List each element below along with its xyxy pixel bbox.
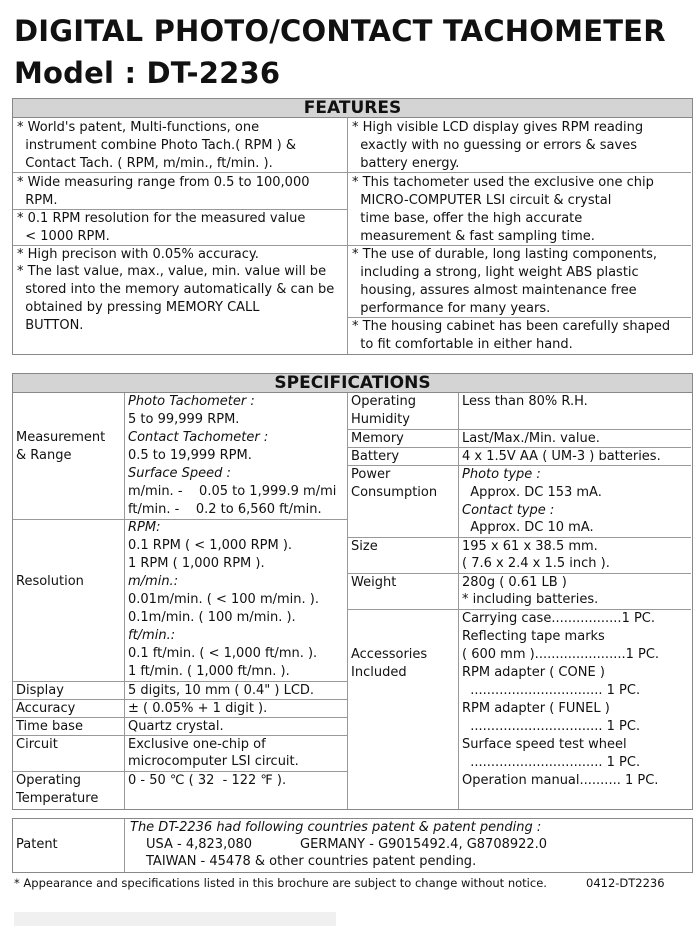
spec-surface-speed: Surface Speed : (128, 466, 231, 481)
spec-res-m: m/min.: (128, 574, 179, 589)
feature-line: instrument combine Photo Tach.( RPM ) & (17, 138, 296, 153)
spec-accessories-label: Accessories (351, 647, 428, 662)
specifications-heading: SPECIFICATIONS (12, 373, 693, 393)
spec-display-label: Display (16, 683, 64, 698)
spec-humidity-label: Operating (351, 394, 416, 409)
feature-line: Contact Tach. ( RPM, m/min., ft/min. ). (17, 156, 273, 171)
feature-line: exactly with no guessing or errors & saves (352, 138, 637, 153)
spec-battery-value: 4 x 1.5V AA ( UM-3 ) batteries. (462, 449, 661, 464)
spec-size-label: Size (351, 539, 378, 554)
spec-memory-value: Last/Max./Min. value. (462, 431, 600, 446)
spec-resolution-label: Resolution (16, 574, 84, 589)
spec-accuracy-label: Accuracy (16, 701, 76, 716)
feature-line: performance for many years. (352, 301, 551, 316)
spec-measurement-label-2: & Range (16, 448, 72, 463)
patent-label: Patent (16, 837, 58, 852)
feature-line: obtained by pressing MEMORY CALL (17, 300, 260, 315)
spec-photo-range: 5 to 99,999 RPM. (128, 412, 240, 427)
accessory-item: RPM adapter ( FUNEL ) (462, 701, 610, 716)
spec-timebase-value: Quartz crystal. (128, 719, 224, 734)
spec-circuit-value-2: microcomputer LSI circuit. (128, 754, 299, 769)
feature-line: to fit comfortable in either hand. (352, 337, 573, 352)
feature-line: battery energy. (352, 156, 460, 171)
spec-res-ft-2: 1 ft/min. ( 1,000 ft/mn. ). (128, 664, 290, 679)
feature-line: * The use of durable, long lasting components, (352, 247, 657, 262)
feature-line: MICRO-COMPUTER LSI circuit & crystal (352, 193, 612, 208)
feature-line: * The housing cabinet has been carefully shaped (352, 319, 671, 334)
feature-line: * The last value, max., value, min. value will be (17, 264, 327, 279)
spec-power-label-2: Consumption (351, 485, 438, 500)
spec-optemp-label-2: Temperature (16, 791, 99, 806)
patent-line1: The DT-2236 had following countries patent & patent pending : (130, 820, 542, 835)
accessory-item: Carrying case.................1 PC. (462, 611, 656, 626)
feature-line: time base, offer the high accurate (352, 211, 583, 226)
feature-line: * World's patent, Multi-functions, one (17, 120, 260, 135)
spec-humidity-value: Less than 80% R.H. (462, 394, 588, 409)
spec-res-rpm-2: 1 RPM ( 1,000 RPM ). (128, 556, 265, 571)
patent-usa: USA - 4,823,080 (146, 837, 253, 852)
features-divider (347, 118, 348, 354)
feature-line: BUTTON. (17, 318, 84, 333)
spec-res-rpm-1: 0.1 RPM ( < 1,000 RPM ). (128, 538, 293, 553)
accessory-item: Reflecting tape marks (462, 629, 605, 644)
footer-note: * Appearance and specifications listed in this brochure are subject to change without notice. (14, 876, 547, 890)
accessory-item: ................................ 1 PC. (462, 683, 641, 698)
spec-contact-tach: Contact Tachometer : (128, 430, 269, 445)
feature-line: stored into the memory automatically & can be (17, 282, 335, 297)
feature-line: housing, assures almost maintenance free (352, 283, 637, 298)
spec-surface-m: m/min. - 0.05 to 1,999.9 m/mi (128, 484, 337, 499)
spec-optemp-value: 0 - 50 ℃ ( 32 - 122 ℉ ). (128, 773, 287, 788)
spec-res-ft: ft/min.: (128, 628, 176, 643)
spec-humidity-label-2: Humidity (351, 412, 410, 427)
spec-photo-type: Photo type : (462, 467, 541, 482)
accessory-item: ................................ 1 PC. (462, 719, 641, 734)
spec-power-label: Power (351, 467, 391, 482)
spec-contact-type: Contact type : (462, 503, 555, 518)
feature-line: * Wide measuring range from 0.5 to 100,000 (17, 175, 310, 190)
accessory-item: Surface speed test wheel (462, 737, 627, 752)
spec-circuit-value: Exclusive one-chip of (128, 737, 266, 752)
spec-contact-power: Approx. DC 10 mA. (462, 520, 594, 535)
feature-line: including a strong, light weight ABS plastic (352, 265, 639, 280)
spec-weight-value: 280g ( 0.61 LB ) (462, 575, 567, 590)
patent-taiwan: TAIWAN - 45478 & other countries patent pending. (146, 854, 477, 869)
feature-line: * High visible LCD display gives RPM reading (352, 120, 644, 135)
spec-accuracy-value: ± ( 0.05% + 1 digit ). (128, 701, 268, 716)
spec-circuit-label: Circuit (16, 737, 58, 752)
feature-line: measurement & fast sampling time. (352, 229, 595, 244)
accessory-item: RPM adapter ( CONE ) (462, 665, 605, 680)
feature-line: RPM. (17, 193, 58, 208)
spec-memory-label: Memory (351, 431, 404, 446)
model-title: Model : DT-2236 (14, 56, 281, 90)
spec-surface-ft: ft/min. - 0.2 to 6,560 ft/min. (128, 502, 322, 517)
patent-germany: GERMANY - G9015492.4, G8708922.0 (300, 837, 548, 852)
spec-accessories-label-2: Included (351, 665, 407, 680)
spec-battery-label: Battery (351, 449, 400, 464)
spec-photo-power: Approx. DC 153 mA. (462, 485, 602, 500)
accessory-item: Operation manual.......... 1 PC. (462, 773, 659, 788)
bottom-shade (14, 912, 336, 926)
accessory-item: ................................ 1 PC. (462, 755, 641, 770)
feature-line: * 0.1 RPM resolution for the measured value (17, 211, 306, 226)
footer-code: 0412-DT2236 (586, 876, 665, 890)
accessory-item: ( 600 mm )......................1 PC. (462, 647, 660, 662)
spec-res-m-2: 0.1m/min. ( 100 m/min. ). (128, 610, 296, 625)
features-heading: FEATURES (12, 98, 693, 118)
spec-display-value: 5 digits, 10 mm ( 0.4" ) LCD. (128, 683, 315, 698)
feature-line: * This tachometer used the exclusive one chip (352, 175, 654, 190)
spec-size-value-2: ( 7.6 x 2.4 x 1.5 inch ). (462, 556, 610, 571)
spec-timebase-label: Time base (16, 719, 83, 734)
feature-line: * High precison with 0.05% accuracy. (17, 247, 259, 262)
document-title: DIGITAL PHOTO/CONTACT TACHOMETER (14, 14, 666, 48)
spec-res-ft-1: 0.1 ft/min. ( < 1,000 ft/mn. ). (128, 646, 318, 661)
spec-size-value: 195 x 61 x 38.5 mm. (462, 539, 598, 554)
spec-photo-tach: Photo Tachometer : (128, 394, 255, 409)
spec-weight-value-2: * including batteries. (462, 592, 599, 607)
spec-weight-label: Weight (351, 575, 397, 590)
spec-res-m-1: 0.01m/min. ( < 100 m/min. ). (128, 592, 319, 607)
spec-measurement-label: Measurement (16, 430, 106, 445)
spec-optemp-label: Operating (16, 773, 81, 788)
feature-line: < 1000 RPM. (17, 229, 110, 244)
spec-res-rpm: RPM: (128, 520, 161, 535)
spec-contact-range: 0.5 to 19,999 RPM. (128, 448, 252, 463)
